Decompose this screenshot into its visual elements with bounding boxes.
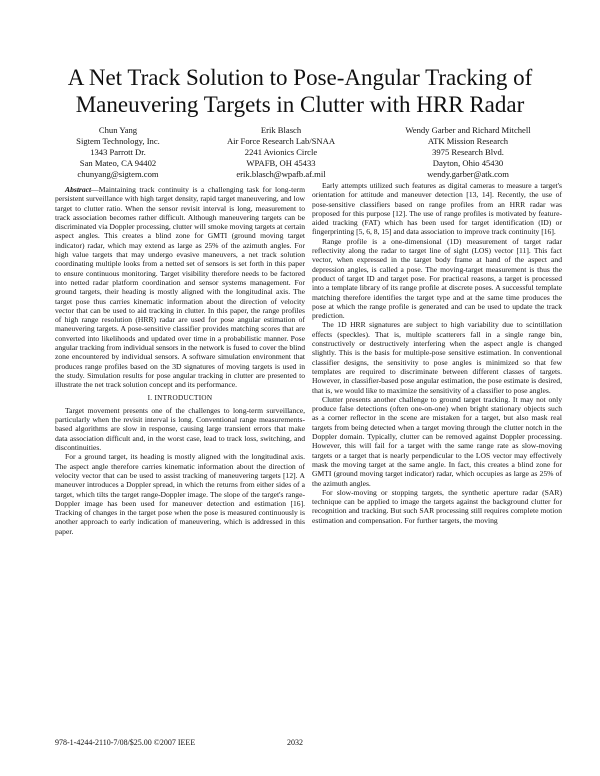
author-city: Dayton, Ohio 45430 <box>432 158 504 168</box>
author-org: ATK Mission Research <box>427 136 509 146</box>
author-city: San Mateo, CA 94402 <box>79 158 157 168</box>
left-column <box>55 185 305 536</box>
author-name: Wendy Garber and Richard Mitchell <box>405 125 531 135</box>
author-address: 3975 Research Blvd. <box>432 147 504 157</box>
author-email: chunyang@sigtem.com <box>77 169 159 179</box>
author-name: Chun Yang <box>98 125 138 135</box>
right-column <box>312 181 562 525</box>
author-name: Erik Blasch <box>260 125 302 135</box>
body-paragraph: Early attempts utilized such features as digital cameras to measure a target's orientation for attitude and maneuver detection [13, 14]. Recently, the use of pose-sensitive classifiers based on range profiles from an HRR radar was proposed for this purpose [12]. The use of range profiles is motivated by feature-aided tracking (FAT) which has been used for target identification (ID) or fingerprinting [5, 6, 8, 15] and data association to improve track continuity [16]. <box>312 181 562 237</box>
footer-copyright: 978-1-4244-2110-7/08/$25.00 ©2007 IEEE <box>55 738 196 747</box>
body-paragraph: For slow-moving or stopping targets, the synthetic aperture radar (SAR) technique can be applied to image the targets against the background clutter for recognition and tracking. But such SAR processing still requires complete motion estimation and compensation. For further targets, the moving <box>312 487 562 525</box>
author-org: Air Force Research Lab/SNAA <box>226 136 336 146</box>
body-paragraph: Range profile is a one-dimensional (1D) measurement of target radar reflectivity along the radar to target line of sight (LOS) vector [11]. This fact vector, when expressed in the target body frame at hand of the aspect and depression angles, is called a pose. The moving-target measurement is thus the product of target ID and target pose. For practical reasons, a target is processed into a template library of its range profile at discrete poses. A successful template matching therefore identifies the target type and at the same time produces the pose at which the range profile is generated and can be used to update the track prediction. <box>312 236 562 321</box>
paper-title-line1: A Net Track Solution to Pose-Angular Tracking of <box>67 65 533 90</box>
section-heading-introduction: I. INTRODUCTION <box>147 393 213 402</box>
abstract: Abstract—Maintaining track continuity is a challenging task for long-term persistent surveillance with high target density, rapid target maneuvering, and low target to clutter ratio. When the sensor revisit interval is long, measurement to track association becomes rather difficult. Although maneuvering targets can be discriminated via Doppler processing, clutter will smoke moving targets at certain aspect angles. This creates a blind zone for GMTI (ground moving target indicator) radar, which may extend as large as 25% of the azimuth angles. For high value targets that may undergo evasive maneuvers, a net track solution coordinating multiple looks from a netted set of sensors is set forth in this paper to ensure continuous monitoring. Target visibility therefore needs to be factored into netted radar platform coordination and sensor systems management. For ground targets, their heading is mostly aligned with the longitudinal axis. The target pose thus carries kinematic information about the direction of velocity vector that can be used to aid tracking in clutter. In this paper, the range profiles of high range resolution (HRR) radar are used for pose angular estimation of maneuvering targets. A pose-sensitive classifier provides matching scores that are converted into likelihoods and updated over time in a probabilistic manner. Pose angular tracking from individual sensors in the network is fused to cover the blind zone encountered by individual sensors. A software simulation environment that produces range profiles based on the 3D signatures of moving targets is used in the study. Simulation results for pose angular tracking in clutter are presented to illustrate the net track solution concept and its performance. <box>55 185 305 390</box>
author-address: 2241 Avionics Circle <box>244 147 318 157</box>
paper-title-line2: Maneuvering Targets in Clutter with HRR Radar <box>75 92 525 117</box>
author-email: erik.blasch@wpafb.af.mil <box>236 169 326 179</box>
author-block-3 <box>378 125 558 180</box>
author-org: Sigtem Technology, Inc. <box>76 136 160 146</box>
page-number: 2032 <box>287 738 303 747</box>
author-address: 1343 Parrott Dr. <box>90 147 146 157</box>
body-paragraph: For a ground target, its heading is mostly aligned with the longitudinal axis. The aspect angle therefore carries kinematic information about the direction of velocity vector that can be used to assist tracking of maneuvering targets [12]. A maneuver introduces a Doppler spread, in which the returns from either sides of a target, which tilts the target range-Doppler image. The slope of the target's range-Doppler image has been used for maneuver detection and estimation [16]. Tracking of changes in the target pose when the pose is measured continuously is another approach to early indication of maneuvering, which is addressed in this paper. <box>55 452 305 536</box>
abstract-label: Abstract <box>65 185 92 194</box>
abstract-text: Maintaining track continuity is a challenging task for long-term persistent surveillance with high target density, rapid target maneuvering, and low target to clutter ratio. When the sensor revisit interval is long, measurement to track association becomes rather difficult. Although maneuvering targets can be discriminated via Doppler processing, clutter will smoke moving targets at certain aspect angles. This creates a blind zone for GMTI (ground moving target indicator) radar, which may extend as large as 25% of the azimuth angles. For high value targets that may undergo evasive maneuvers, a net track solution coordinating multiple looks from a netted set of sensors is set forth in this paper to ensure continuous monitoring. Target visibility therefore needs to be factored into netted radar platform coordination and sensor systems management. For ground targets, their heading is mostly aligned with the longitudinal axis. The target pose thus carries kinematic information about the direction of velocity vector that can be used to aid tracking in clutter. In this paper, the range profiles of high range resolution (HRR) radar are used for pose angular estimation of maneuvering targets. A pose-sensitive classifier provides matching scores that are converted into likelihoods and updated over time in a probabilistic manner. Pose angular tracking from individual sensors in the network is fused to cover the blind zone encountered by individual sensors. A software simulation environment that produces range profiles based on the 3D signatures of moving targets is used in the study. Simulation results for pose angular tracking in clutter are presented to illustrate the net track solution concept and its performance. <box>55 185 305 390</box>
author-block-2 <box>213 125 349 180</box>
body-paragraph: The 1D HRR signatures are subject to high variability due to scintillation effects (speckles). That is, multiple scatterers fall in a single range bin, constructively or destructively interfering when the aspect angle is changed slightly. This is the basis for multiple-pose sensitive estimation. In conventional classifier designs, the sensitivity to pose angles is minimized so that few templates are required to discriminate between different classes of targets. However, in classifier-based pose angular estimation, the pose estimate is desired, that is, we would like to maximize the sensitivity of a classifier to pose angles. <box>312 320 562 395</box>
author-city: WPAFB, OH 45433 <box>246 158 316 168</box>
body-paragraph: Clutter presents another challenge to ground target tracking. It may not only produce false detections (often one-on-one) when bright stationary objects such as a corner reflector in the scene are mistaken for a target, but also mask real targets from being detected when a target moving through the clutter notch in the Doppler domain. Typically, clutter can be removed against Doppler processing. However, this will fail for a target with the same range rate as slow-moving targets or a target that is nearly perpendicular to the LOS vector may effectively mask the moving target at the same angle. In fact, this creates a blind zone for GMTI (ground moving target indicator) radar, which occupies as large as 25% of the azimuth angles. <box>312 394 562 488</box>
author-block-1 <box>58 125 178 180</box>
body-paragraph: Target movement presents one of the challenges to long-term surveillance, particularly when the revisit interval is long. Conventional range measurements-based algorithms are slow in response, causing large transient errors that make data association difficult and, in the worst case, lead to track loss, switching, and discontinuities. <box>55 405 305 453</box>
author-email: wendy.garber@atk.com <box>427 169 509 179</box>
